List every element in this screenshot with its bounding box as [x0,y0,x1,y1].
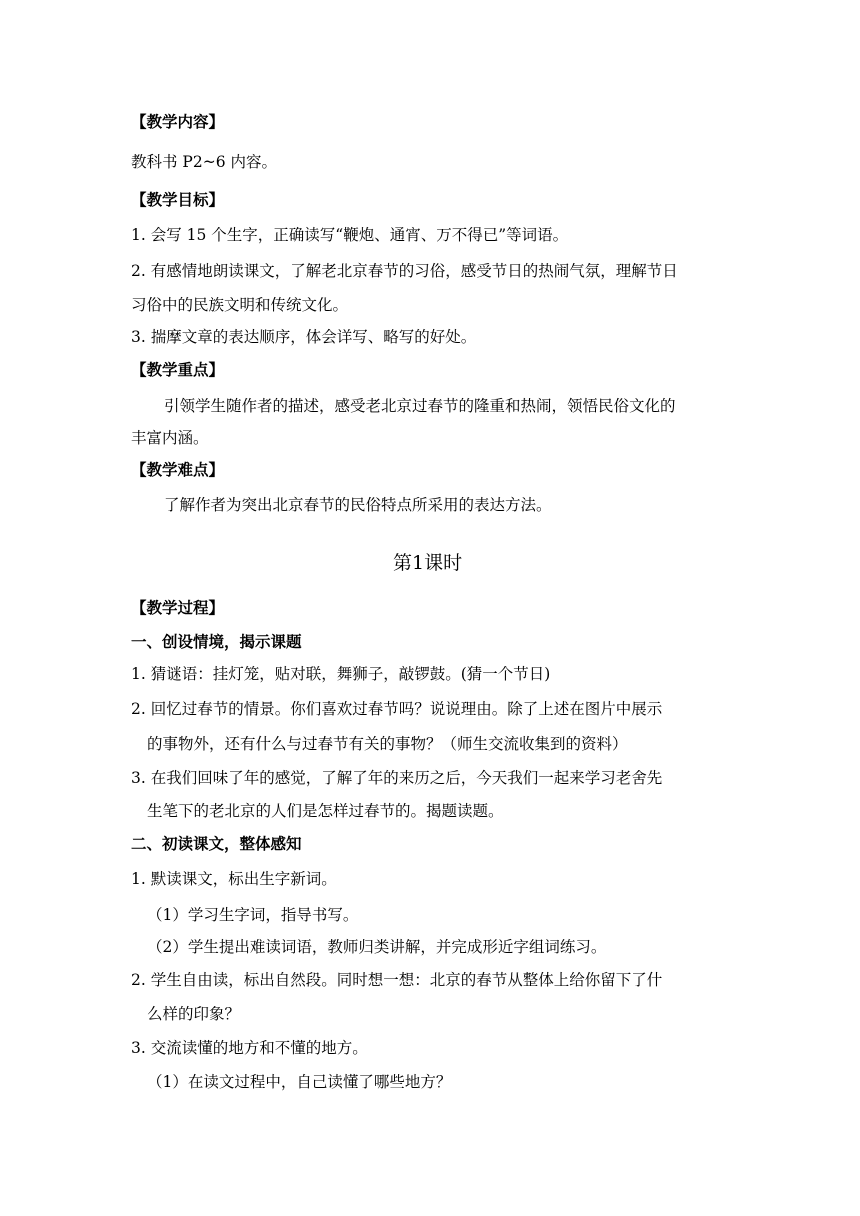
section-2-item-1-sub-1: （1）学习生字词，指导书写。 [147,906,359,924]
section-2-item-1-sub-2: （2）学生提出难读词语，教师归类讲解，并完成形近字组词练习。 [147,938,607,956]
difficult-heading: 【教学难点】 [131,460,225,479]
key-line-1: 引领学生随作者的描述，感受老北京过春节的隆重和热闹，领悟民俗文化的 [164,397,676,415]
goal-1: 1. 会写 15 个生字，正确读写“鞭炮、通宵、万不得已”等词语。 [131,226,569,244]
section-1-item-3-line-2: 生笔下的老北京的人们是怎样过春节的。揭题读题。 [147,802,504,820]
difficult-text: 了解作者为突出北京春节的民俗特点所采用的表达方法。 [164,496,552,514]
content-heading: 【教学内容】 [131,112,225,131]
section-2-item-2-line-2: 么样的印象？ [147,1005,241,1023]
section-1-item-2-line-1: 2. 回忆过春节的情景。你们喜欢过春节吗？说说理由。除了上述在图片中展示 [131,700,663,718]
process-heading: 【教学过程】 [131,598,225,617]
goal-2-line-2: 习俗中的民族文明和传统文化。 [131,296,349,314]
section-1-item-3-line-1: 3. 在我们回味了年的感觉，了解了年的来历之后，今天我们一起来学习老舍先 [131,769,663,787]
goals-heading: 【教学目标】 [131,190,225,209]
section-1-item-2-line-2: 的事物外，还有什么与过春节有关的事物？（师生交流收集到的资料） [147,735,628,753]
section-2-heading: 二、初读课文，整体感知 [131,834,302,853]
lesson-title: 第1课时 [393,552,463,574]
section-2-item-3: 3. 交流读懂的地方和不懂的地方。 [131,1039,368,1057]
content-text: 教科书 P2~6 内容。 [131,153,277,171]
key-line-2: 丰富内涵。 [131,429,209,447]
goal-3: 3. 揣摩文章的表达顺序，体会详写、略写的好处。 [131,328,477,346]
section-2-item-3-sub-1: （1）在读文过程中，自己读懂了哪些地方？ [147,1073,452,1091]
section-2-item-1: 1. 默读课文，标出生字新词。 [131,870,337,888]
section-2-item-2-line-1: 2. 学生自由读，标出自然段。同时想一想：北京的春节从整体上给你留下了什 [131,971,663,989]
section-1-heading: 一、创设情境，揭示课题 [131,632,302,651]
key-heading: 【教学重点】 [131,360,225,379]
goal-2-line-1: 2. 有感情地朗读课文，了解老北京春节的习俗，感受节日的热闹气氛，理解节日 [131,262,678,280]
section-1-item-1: 1. 猜谜语：挂灯笼，贴对联，舞狮子，敲锣鼓。(猜一个节日) [131,665,551,683]
